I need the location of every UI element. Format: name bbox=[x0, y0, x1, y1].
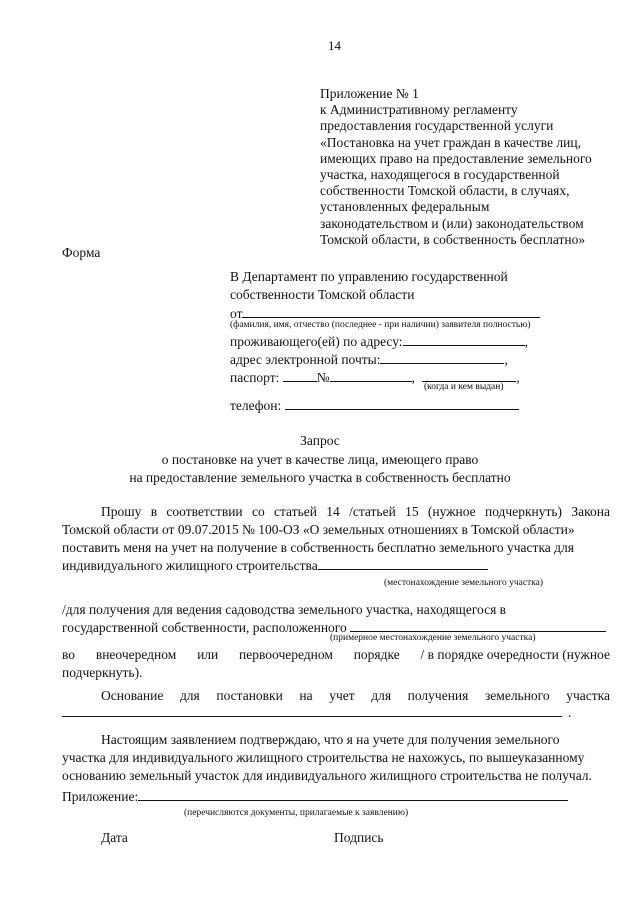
appendix-line: «Постановка на учет граждан в качестве лиц, bbox=[320, 134, 581, 150]
appendix-line: Томской области, в собственность бесплатно» bbox=[320, 231, 586, 247]
paragraph-5-line-3: основанию земельный участок для индивидуального жилищного строительства не получал. bbox=[62, 768, 592, 783]
from-label: от bbox=[230, 306, 243, 321]
word: во bbox=[62, 647, 76, 662]
word: 15 bbox=[405, 504, 419, 519]
form-label: Форма bbox=[62, 245, 101, 260]
basis-field[interactable] bbox=[62, 704, 562, 717]
paragraph-5-line-1: Настоящим заявлением подтверждаю, что я на учете для получения земельного bbox=[101, 732, 560, 747]
request-title: Запрос bbox=[300, 433, 340, 448]
date-label: Дата bbox=[101, 830, 128, 845]
passport-label: паспорт: bbox=[230, 370, 280, 385]
word: постановки bbox=[216, 688, 283, 703]
addressee-line-2: собственности Томской области bbox=[230, 287, 415, 302]
passport-issued-field[interactable] bbox=[422, 369, 516, 382]
comma: , bbox=[516, 370, 520, 385]
word: в bbox=[150, 504, 158, 519]
word: порядке bbox=[353, 647, 400, 662]
word: земельного bbox=[484, 688, 550, 703]
email-field[interactable] bbox=[380, 351, 504, 364]
appendix-line: имеющих право на предоставление земельного bbox=[320, 150, 592, 166]
appendix-line: законодательством и (или) законодательством bbox=[320, 215, 584, 231]
word: первоочередном bbox=[239, 647, 333, 662]
approx-location-hint: (примерное местонахождение земельного участка) bbox=[330, 633, 536, 643]
word: со bbox=[251, 504, 265, 519]
period: . bbox=[568, 705, 572, 720]
word: Прошу bbox=[101, 504, 142, 519]
word: соответствии bbox=[166, 504, 243, 519]
signature-label: Подпись bbox=[334, 830, 384, 845]
passport-number-label: № bbox=[316, 370, 330, 385]
passport-series-field[interactable] bbox=[283, 369, 317, 382]
comma: , bbox=[524, 334, 528, 349]
email-row bbox=[230, 351, 508, 368]
attachment-hint: (перечисляются документы, прилагаемые к заявлению) bbox=[184, 808, 409, 818]
appendix-line: к Административному регламенту bbox=[320, 102, 518, 118]
appendix-line: установленных федеральным bbox=[320, 199, 490, 215]
appendix-block bbox=[320, 86, 592, 248]
request-subtitle-2: на предоставление земельного участка в собственность бесплатно bbox=[129, 470, 511, 485]
word: / в порядке очередности (нужное bbox=[420, 647, 610, 662]
paragraph-5-line-2: участка для индивидуального жилищного строительства не нахожусь, по вышеуказанному bbox=[62, 750, 585, 765]
word: статьей bbox=[274, 504, 317, 519]
word: учет bbox=[329, 688, 355, 703]
addressee-line-1: В Департамент по управлению государственной bbox=[230, 269, 508, 284]
phone-field[interactable] bbox=[285, 397, 519, 410]
approx-location-field[interactable] bbox=[350, 619, 606, 632]
word: подчеркнуть) bbox=[484, 504, 563, 519]
garden-label: государственной собственности, расположенного bbox=[62, 620, 347, 635]
paragraph-3-line-1 bbox=[62, 646, 610, 663]
land-location-field[interactable] bbox=[318, 557, 488, 570]
from-hint: (фамилия, имя, отчество (последнее - при наличии) заявителя полностью) bbox=[230, 320, 531, 330]
word: получения bbox=[407, 688, 469, 703]
residing-label: проживающего(ей) по адресу: bbox=[230, 334, 403, 349]
word: или bbox=[197, 647, 219, 662]
paragraph-1-line-1 bbox=[101, 503, 610, 520]
passport-number-field[interactable] bbox=[330, 369, 412, 382]
word: Основание bbox=[101, 688, 164, 703]
paragraph-2-line-1: /для получения для ведения садоводства земельного участка, находящегося в bbox=[62, 602, 507, 617]
word: внеочередном bbox=[95, 647, 177, 662]
phone-label: телефон: bbox=[230, 398, 282, 413]
request-subtitle-1: о постановке на учет в качестве лица, имеющего право bbox=[161, 452, 479, 467]
appendix-line: собственности Томской области, в случаях, bbox=[320, 183, 570, 199]
residing-field[interactable] bbox=[403, 333, 525, 346]
appendix-line: участка, находящегося в государственной bbox=[320, 167, 560, 183]
page-number: 14 bbox=[328, 38, 341, 53]
paragraph-4-line-2 bbox=[62, 704, 571, 721]
word: участка bbox=[566, 688, 610, 703]
from-field[interactable] bbox=[242, 305, 540, 318]
word: 14 bbox=[326, 504, 340, 519]
appendix-line: Приложение № 1 bbox=[320, 86, 419, 101]
residing-row bbox=[230, 333, 528, 350]
phone-row bbox=[230, 397, 519, 414]
attachment-field[interactable] bbox=[138, 788, 568, 801]
word: (нужное bbox=[427, 504, 476, 519]
comma: , bbox=[411, 370, 416, 385]
word: Закона bbox=[571, 504, 610, 519]
paragraph-1-line-4 bbox=[62, 557, 488, 574]
paragraph-3-line-2: подчеркнуть). bbox=[62, 665, 143, 680]
paragraph-4-line-1 bbox=[101, 687, 610, 704]
attachment-label: Приложение: bbox=[62, 789, 139, 804]
word: на bbox=[299, 688, 313, 703]
paragraph-1-line-3: поставить меня на учет на получение в собственность бесплатно земельного участка для bbox=[62, 540, 574, 555]
comma: , bbox=[504, 352, 508, 367]
word: для bbox=[371, 688, 392, 703]
word: для bbox=[179, 688, 200, 703]
email-label: адрес электронной почты: bbox=[230, 352, 381, 367]
ijs-label: индивидуального жилищного строительства bbox=[62, 558, 318, 573]
appendix-line: предоставления государственной услуги bbox=[320, 118, 554, 134]
word: /статьей bbox=[349, 504, 396, 519]
attachment-row bbox=[62, 788, 568, 805]
land-location-hint: (местонахождение земельного участка) bbox=[384, 578, 544, 588]
paragraph-1-line-2: Томской области от 09.07.2015 № 100-ОЗ «О земельных отношениях в Томской области» bbox=[62, 522, 575, 537]
passport-hint: (когда и кем выдан) bbox=[424, 382, 504, 392]
